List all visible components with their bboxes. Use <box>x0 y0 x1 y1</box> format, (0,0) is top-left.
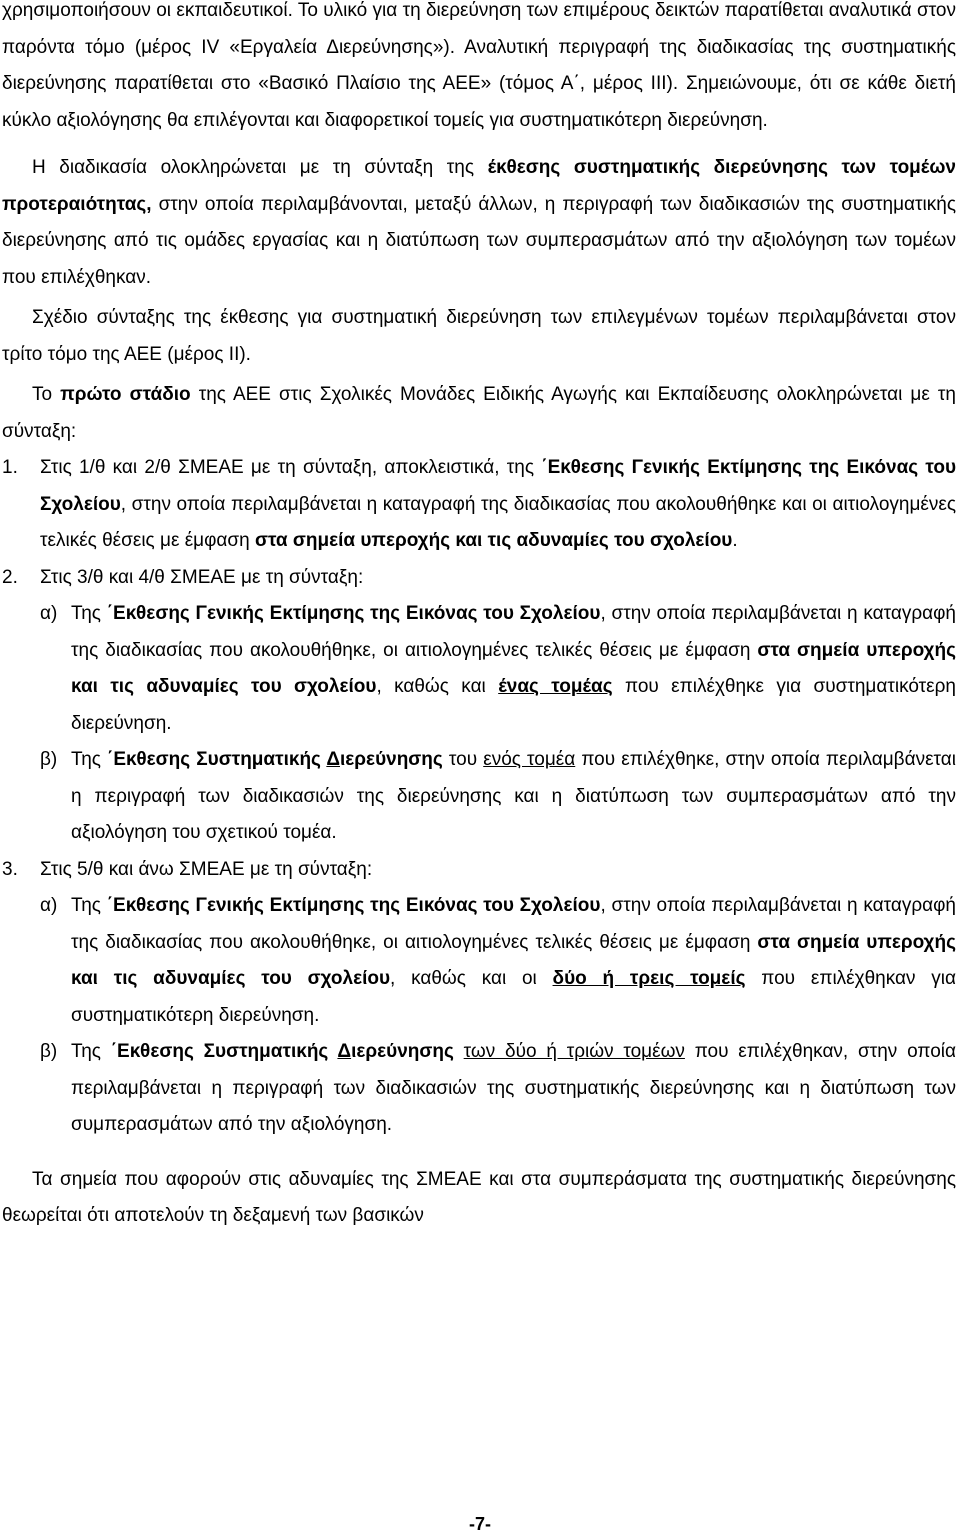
sub-item-text <box>71 742 956 852</box>
paragraph-weaknesses: Τα σημεία που αφορούν στις αδυναμίες της ΣΜΕΑΕ και στα συμπεράσματα της συστηματικής διερεύνησης θεωρείται ότι αποτελούν τη δεξαμενή των βασικών <box>2 1168 956 1226</box>
list-item-1 <box>2 450 956 560</box>
bold-span: στα σημεία υπεροχής και τις αδυναμίες του σχολείου <box>71 931 956 989</box>
text-span: χρησιμοποιήσουν οι εκπαιδευτικοί. <box>2 0 298 21</box>
list-item-3 <box>2 852 956 889</box>
text-span <box>454 1041 464 1062</box>
paragraph-report <box>2 150 956 296</box>
sub-item-label: α) <box>40 603 58 624</box>
list-item-text <box>40 450 956 560</box>
bold-span: ιερεύνησης <box>351 1041 454 1062</box>
paragraph-first-stage <box>2 377 956 450</box>
underline-span: των δύο ή τριών τομέων <box>463 1041 685 1062</box>
bold-span: ΄Εκθεσης Συστηματικής <box>107 749 327 770</box>
text-span: του <box>442 749 484 770</box>
sub-item-2a <box>40 596 956 742</box>
bold-span: στα σημεία υπεροχής και τις αδυναμίες του σχολείου <box>71 639 956 697</box>
sub-item-2b <box>40 742 956 852</box>
text-span: Σημειώνουμε, ότι σε κάθε διετή κύκλο αξιολόγησης θα επιλέγονται και διαφορετικοί τομείς για συστηματικότερη διερεύνηση. <box>2 73 957 131</box>
text-span: , στην οποία περιλαμβάνεται η καταγραφή της διαδικασίας που ακολουθήθηκε, οι αιτιολογημένες τελικές θέσεις με έμφαση <box>71 895 957 953</box>
list-number: 1. <box>2 457 18 478</box>
text-span: , καθώς και οι <box>390 968 553 989</box>
sub-item-text <box>71 1034 956 1144</box>
bold-span: ΄Εκθεσης Γενικής Εκτίμησης της Εικόνας του Σχολείου <box>106 603 601 624</box>
text-span: που επιλέχθηκε, στην οποία περιλαμβάνεται η περιγραφή των διαδικασιών της διερεύνησης και η διατύπωση των συμπερασμάτων από την αξιολόγηση του σχετικού τομέα. <box>71 749 956 843</box>
paragraph-materials <box>2 0 956 139</box>
text-span: Η διαδικασία ολοκληρώνεται με τη σύνταξη της <box>32 157 488 178</box>
text-span: Της <box>71 895 107 916</box>
text-span: , καθώς και <box>376 676 499 697</box>
text-span: Της <box>71 749 108 770</box>
list-item-intro: Στις 5/θ και άνω ΣΜΕΑΕ με τη σύνταξη: <box>40 858 373 880</box>
bold-span: στα σημεία υπεροχής και τις αδυναμίες του σχολείου <box>254 530 733 551</box>
bold-underline-span: δύο ή τρεις τομείς <box>552 968 746 989</box>
text-span: που επιλέχθηκαν, στην οποία περιλαμβάνεται η περιγραφή των διαδικασιών της συστηματικής διερεύνησης και η διατύπωση των συμπερασμάτων από την αξιολόγηση. <box>71 1041 957 1135</box>
sub-item-label: β) <box>40 1041 58 1062</box>
text-span: , στην οποία περιλαμβάνεται η καταγραφή της διαδικασίας που ακολουθήθηκε, οι αιτιολογημένες τελικές θέσεις με έμφαση <box>71 603 957 661</box>
page-number: -7- <box>469 1514 491 1534</box>
paragraph-draft: Σχέδιο σύνταξης της έκθεσης για συστηματική διερεύνηση των επιλεγμένων τομέων περιλαμβάνεται στον τρίτο τόμο της ΑΕΕ (μέρος ΙΙ). <box>2 307 956 365</box>
sub-item-label: α) <box>40 895 58 916</box>
bold-span: ΄Εκθεσης Συστηματικής <box>110 1041 338 1062</box>
underline-span: ενός τομέα <box>483 749 576 770</box>
text-span: της ΑΕΕ στις Σχολικές Μονάδες Ειδικής Αγωγής και Εκπαίδευσης ολοκληρώνεται με τη σύνταξη: <box>2 384 956 442</box>
list-number: 3. <box>2 858 18 880</box>
bold-span: έκθεσης συστηματικής διερεύνησης των τομέων προτεραιότητας, <box>2 157 956 215</box>
sub-item-text <box>71 888 956 1034</box>
text-span: , στην οποία περιλαμβάνεται η καταγραφή της διαδικασίας που ακολουθήθηκε και οι αιτιολογημένες τελικές θέσεις με έμφαση <box>40 493 956 551</box>
bold-span: ΄Εκθεσης Γενικής Εκτίμησης της Εικόνας του Σχολείου <box>106 895 601 916</box>
sub-item-3a <box>40 888 956 1034</box>
text-span: Το <box>32 384 61 405</box>
bold-underline-span: Δ <box>326 749 340 770</box>
list-number: 2. <box>2 566 18 588</box>
list-item-2 <box>2 560 956 597</box>
bold-span: πρώτο στάδιο <box>60 384 191 405</box>
document-body <box>2 0 956 1235</box>
sub-item-label: β) <box>40 749 58 770</box>
text-span: στην οποία περιλαμβάνονται, μεταξύ άλλων, η περιγραφή των διαδικασιών της συστηματικής διερεύνησης από τις ομάδες εργασίας και η διατύπωση των συμπερασμάτων από την αξιολόγηση των τομέων που επιλέχθηκαν. <box>2 193 956 288</box>
bold-underline-span: ένας τομέας <box>498 676 613 697</box>
bold-span: ιερεύνησης <box>340 749 443 770</box>
text-span: Στις 1/θ και 2/θ ΣΜΕΑΕ με τη σύνταξη, αποκλειστικά, της <box>40 457 542 478</box>
bold-underline-span: Δ <box>337 1041 352 1062</box>
text-span: που επιλέχθηκε για συστηματικότερη διερεύνηση. <box>71 676 956 734</box>
bold-span: ΄Εκθεσης Γενικής Εκτίμησης της Εικόνας του Σχολείου <box>40 457 957 515</box>
sub-item-text <box>71 596 956 742</box>
text-span: Της <box>71 1041 111 1062</box>
list-item-intro: Στις 3/θ και 4/θ ΣΜΕΑΕ με τη σύνταξη: <box>40 566 364 588</box>
text-span: Το υλικό για τη διερεύνηση των επιμέρους δεικτών παρατίθεται αναλυτικά στον παρόντα τόμο (μέρος IV «Εργαλεία Διερεύνησης»). Αναλυτική περιγραφή της διαδικασίας της συστηματικής διερεύνησης παρατίθεται στο «Βασικό Πλαίσιο της ΑΕΕ» (τόμος Α΄, μέρος ΙΙΙ). <box>2 0 956 94</box>
text-span: Της <box>71 603 107 624</box>
text-span: . <box>732 530 738 551</box>
sub-item-3b <box>40 1034 956 1144</box>
text-span: που επιλέχθηκαν για συστηματικότερη διερεύνηση. <box>71 968 956 1026</box>
